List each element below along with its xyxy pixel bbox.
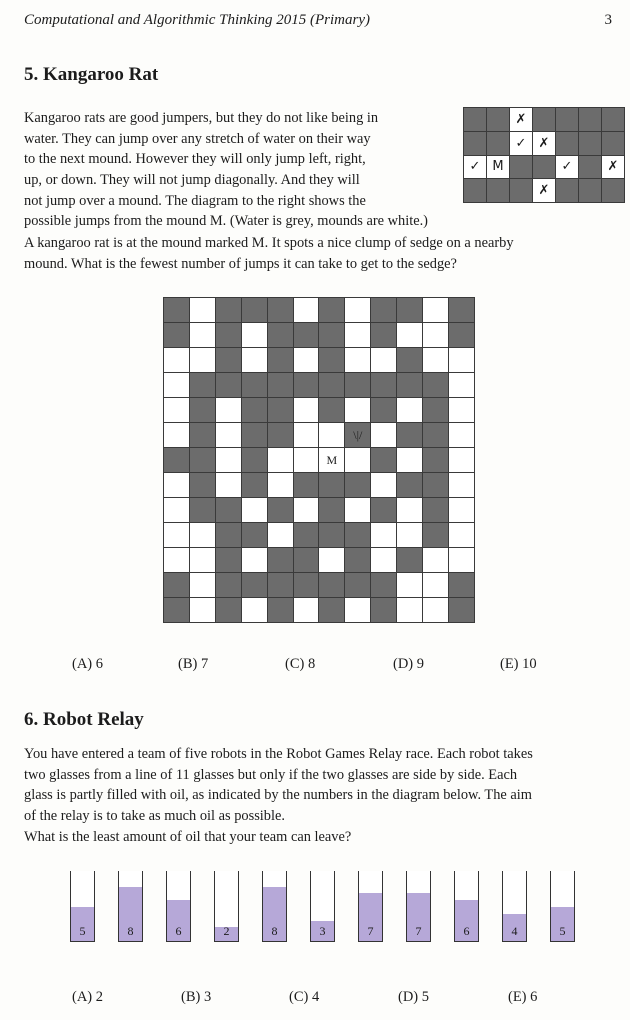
water-cell	[319, 373, 345, 398]
mound-cell	[371, 523, 397, 548]
water-cell	[319, 348, 345, 373]
mound-cell	[371, 548, 397, 573]
mound-cell	[164, 548, 190, 573]
water-cell	[423, 498, 449, 523]
mound-cell	[423, 573, 449, 598]
mound-cell	[371, 348, 397, 373]
grid-row	[164, 398, 475, 423]
mound-cell	[189, 323, 215, 348]
glass	[406, 871, 431, 942]
mound-cell	[423, 348, 449, 373]
mound-cell	[241, 548, 267, 573]
mound-cell	[397, 448, 423, 473]
marked-cell: ✓	[556, 155, 579, 179]
running-header: Computational and Algorithmic Thinking 2015 (Primary)	[24, 12, 370, 28]
water-cell	[319, 398, 345, 423]
mound-cell	[448, 498, 474, 523]
grid-row	[464, 108, 625, 132]
grid-row	[164, 373, 475, 398]
water-cell	[556, 179, 579, 203]
mound-cell	[371, 473, 397, 498]
q5-question-line: A kangaroo rat is at the mound marked M. It spots a nice clump of sedge on a nearby	[24, 235, 514, 251]
q6-option-d[interactable]: (D) 5	[398, 989, 430, 1005]
water-cell	[267, 498, 293, 523]
water-cell	[533, 108, 556, 132]
grid-row	[164, 323, 475, 348]
water-cell	[241, 523, 267, 548]
mound-cell	[423, 548, 449, 573]
water-cell	[487, 179, 510, 203]
water-cell	[371, 448, 397, 473]
water-cell	[267, 298, 293, 323]
water-cell	[464, 179, 487, 203]
water-cell	[397, 348, 423, 373]
mound-cell	[293, 498, 319, 523]
grid-row	[164, 423, 475, 448]
mound-cell	[293, 348, 319, 373]
water-cell	[241, 423, 267, 448]
mound-cell	[189, 573, 215, 598]
water-cell	[215, 498, 241, 523]
water-cell	[371, 323, 397, 348]
water-cell	[487, 108, 510, 132]
mound-cell	[164, 473, 190, 498]
q5-intro-line: to the next mound. However they will only jump left, right,	[24, 151, 366, 168]
mound-cell	[267, 523, 293, 548]
mound-cell	[423, 323, 449, 348]
mound-cell	[448, 448, 474, 473]
oil-amount-label: 8	[271, 924, 278, 938]
mound-cell	[345, 598, 371, 623]
water-cell	[423, 523, 449, 548]
water-cell	[267, 598, 293, 623]
q5-option-a[interactable]: (A) 6	[72, 656, 104, 672]
marked-cell: ✗	[533, 179, 556, 203]
mound-cell	[164, 398, 190, 423]
q5-intro-line: not jump over a mound. The diagram to the right shows the	[24, 192, 366, 209]
q5-option-c[interactable]: (C) 8	[285, 656, 316, 672]
water-cell	[579, 179, 602, 203]
water-cell	[164, 573, 190, 598]
water-cell	[602, 131, 625, 155]
water-cell	[345, 573, 371, 598]
q5-intro-line: up, or down. They will not jump diagonally. And they will	[24, 172, 360, 189]
water-cell	[510, 179, 533, 203]
mound-cell	[448, 473, 474, 498]
mound-cell	[164, 523, 190, 548]
water-cell	[464, 131, 487, 155]
q6-text	[24, 744, 616, 848]
q5-intro-line: water. They can jump over any stretch of water on their way	[24, 130, 371, 147]
mound-cell	[215, 423, 241, 448]
water-cell	[487, 131, 510, 155]
grid-row	[164, 548, 475, 573]
mound-cell	[345, 323, 371, 348]
water-cell	[319, 498, 345, 523]
mound-cell	[345, 448, 371, 473]
oil-amount-label: 8	[127, 924, 134, 938]
grid-row	[464, 155, 625, 179]
jump-example-grid	[463, 107, 625, 203]
water-cell	[397, 298, 423, 323]
mound-cell	[189, 598, 215, 623]
q6-text-line: glass is partly filled with oil, as indicated by the numbers in the diagram below. The aim	[24, 787, 532, 804]
water-cell	[241, 473, 267, 498]
glass	[550, 871, 575, 942]
water-cell	[397, 373, 423, 398]
q6-option-c[interactable]: (C) 4	[289, 989, 320, 1005]
water-cell	[371, 498, 397, 523]
mound-cell	[448, 523, 474, 548]
start-mound-cell: M	[487, 155, 510, 179]
water-cell	[215, 323, 241, 348]
water-cell	[397, 423, 423, 448]
mound-cell	[423, 298, 449, 323]
mound-cell	[397, 573, 423, 598]
mound-cell	[345, 498, 371, 523]
water-cell	[267, 573, 293, 598]
water-cell	[345, 548, 371, 573]
oil-amount-label: 7	[415, 924, 422, 938]
q6-option-a[interactable]: (A) 2	[72, 989, 104, 1005]
oil-amount-label: 5	[559, 924, 566, 938]
water-cell	[371, 598, 397, 623]
mound-cell	[241, 348, 267, 373]
q6-text-line: two glasses from a line of 11 glasses but only if the two glasses are side by side. Each	[24, 766, 518, 783]
mound-cell	[164, 348, 190, 373]
water-cell	[215, 298, 241, 323]
water-cell	[293, 548, 319, 573]
mound-cell	[241, 323, 267, 348]
water-cell	[293, 573, 319, 598]
mound-cell	[448, 548, 474, 573]
mound-cell	[189, 548, 215, 573]
q5-intro-line: Kangaroo rats are good jumpers, but they do not like being in	[24, 110, 379, 126]
oil-amount-label: 2	[223, 924, 230, 938]
grid-row	[164, 523, 475, 548]
mound-cell	[164, 498, 190, 523]
water-cell	[602, 179, 625, 203]
glass	[310, 871, 335, 942]
water-cell	[241, 448, 267, 473]
oil-amount-label: 4	[511, 924, 518, 938]
mound-cell	[448, 398, 474, 423]
water-cell	[215, 373, 241, 398]
water-cell	[319, 323, 345, 348]
water-cell	[189, 423, 215, 448]
water-cell	[448, 323, 474, 348]
water-cell	[371, 373, 397, 398]
water-cell	[371, 398, 397, 423]
water-cell	[579, 131, 602, 155]
water-cell	[423, 398, 449, 423]
mound-cell	[189, 348, 215, 373]
mound-cell	[164, 423, 190, 448]
mound-cell	[241, 498, 267, 523]
grid-row	[164, 573, 475, 598]
water-cell	[164, 323, 190, 348]
water-cell	[293, 323, 319, 348]
mound-cell	[448, 373, 474, 398]
mound-cell	[293, 398, 319, 423]
water-cell	[319, 298, 345, 323]
water-cell	[189, 498, 215, 523]
mound-cell	[397, 323, 423, 348]
mound-cell	[164, 373, 190, 398]
q5-option-e[interactable]: (E) 10	[500, 656, 537, 672]
glass	[262, 871, 287, 942]
q5-question-line: mound. What is the fewest number of jumps it can take to get to the sedge?	[24, 255, 457, 272]
mound-cell	[267, 448, 293, 473]
mound-cell	[241, 598, 267, 623]
q6-text-line: You have entered a team of five robots in the Robot Games Relay race. Each robot takes	[24, 746, 533, 762]
water-cell	[579, 108, 602, 132]
water-cell	[579, 155, 602, 179]
glass	[502, 871, 527, 942]
water-cell	[215, 548, 241, 573]
water-cell	[448, 573, 474, 598]
water-cell	[423, 473, 449, 498]
q6-option-b[interactable]: (B) 3	[181, 989, 212, 1005]
water-cell	[267, 373, 293, 398]
mound-cell	[371, 423, 397, 448]
q6-text-line: of the relay is to take as much oil as possible.	[24, 808, 285, 825]
water-cell	[267, 323, 293, 348]
water-cell	[423, 448, 449, 473]
mound-cell	[448, 348, 474, 373]
water-cell	[267, 398, 293, 423]
water-cell	[215, 523, 241, 548]
mound-cell	[189, 298, 215, 323]
mound-cell	[189, 523, 215, 548]
water-cell	[397, 548, 423, 573]
water-cell	[164, 448, 190, 473]
water-cell	[319, 473, 345, 498]
mound-cell	[397, 498, 423, 523]
q6-text-line: What is the least amount of oil that your team can leave?	[24, 828, 352, 845]
mound-cell	[448, 423, 474, 448]
water-cell	[423, 373, 449, 398]
marked-cell: ✗	[510, 108, 533, 132]
mound-cell	[423, 598, 449, 623]
q5-question	[24, 233, 616, 274]
water-cell	[556, 108, 579, 132]
water-cell	[345, 523, 371, 548]
water-cell	[189, 448, 215, 473]
marked-cell: ✗	[533, 131, 556, 155]
marked-cell: ✓	[464, 155, 487, 179]
mound-grid	[163, 297, 475, 623]
oil-amount-label: 6	[175, 924, 182, 938]
q5-intro-last-line: possible jumps from the mound M. (Water is grey, mounds are white.)	[24, 213, 428, 229]
q5-option-d[interactable]: (D) 9	[393, 656, 425, 672]
water-cell	[423, 423, 449, 448]
grid-row	[164, 448, 475, 473]
grid-row	[464, 179, 625, 203]
water-cell	[319, 598, 345, 623]
mound-cell	[215, 473, 241, 498]
water-cell	[267, 348, 293, 373]
water-cell	[602, 108, 625, 132]
mound-cell	[397, 598, 423, 623]
water-cell	[448, 598, 474, 623]
grid-row	[164, 498, 475, 523]
mound-cell	[293, 423, 319, 448]
water-cell	[345, 473, 371, 498]
glass	[214, 871, 239, 942]
water-cell	[215, 573, 241, 598]
q6-title: 6. Robot Relay	[24, 709, 144, 730]
marked-cell: ✗	[602, 155, 625, 179]
water-cell	[319, 573, 345, 598]
q5-intro	[24, 108, 456, 212]
water-cell	[397, 473, 423, 498]
mound-cell	[293, 298, 319, 323]
grid-row	[164, 473, 475, 498]
mound-cell	[293, 598, 319, 623]
water-cell	[189, 473, 215, 498]
glass	[118, 871, 143, 942]
water-cell	[164, 598, 190, 623]
water-cell	[267, 423, 293, 448]
glass	[70, 871, 95, 942]
grid-row	[164, 348, 475, 373]
marked-cell: \|/	[345, 423, 371, 448]
water-cell	[241, 573, 267, 598]
water-cell	[293, 473, 319, 498]
mound-cell	[345, 348, 371, 373]
oil-amount-label: 6	[463, 924, 470, 938]
glass	[166, 871, 191, 942]
q5-option-b[interactable]: (B) 7	[178, 656, 209, 672]
page-number: 3	[604, 12, 612, 28]
mound-cell	[267, 473, 293, 498]
water-cell	[533, 155, 556, 179]
water-cell	[510, 155, 533, 179]
water-cell	[241, 398, 267, 423]
mound-cell	[319, 548, 345, 573]
water-cell	[556, 131, 579, 155]
glass	[454, 871, 479, 942]
water-cell	[241, 298, 267, 323]
grid-row	[164, 598, 475, 623]
mound-cell	[345, 398, 371, 423]
mound-cell	[293, 448, 319, 473]
mound-cell	[397, 523, 423, 548]
grid-row	[464, 131, 625, 155]
start-mound-cell: M	[319, 448, 345, 473]
water-cell	[345, 373, 371, 398]
water-cell	[293, 373, 319, 398]
water-cell	[189, 373, 215, 398]
water-cell	[371, 298, 397, 323]
oil-amount-label: 3	[319, 924, 326, 938]
mound-cell	[215, 398, 241, 423]
water-cell	[371, 573, 397, 598]
q5-title: 5. Kangaroo Rat	[24, 64, 159, 85]
mound-cell	[345, 298, 371, 323]
oil-amount-label: 5	[79, 924, 86, 938]
water-cell	[189, 398, 215, 423]
water-cell	[164, 298, 190, 323]
mound-cell	[319, 423, 345, 448]
water-cell	[448, 298, 474, 323]
water-cell	[319, 523, 345, 548]
water-cell	[267, 548, 293, 573]
marked-cell: ✓	[510, 131, 533, 155]
water-cell	[293, 523, 319, 548]
mound-cell	[397, 398, 423, 423]
q6-option-e[interactable]: (E) 6	[508, 989, 538, 1005]
water-cell	[215, 598, 241, 623]
mound-cell	[215, 448, 241, 473]
oil-amount-label: 7	[367, 924, 374, 938]
water-cell	[464, 108, 487, 132]
glass	[358, 871, 383, 942]
water-cell	[215, 348, 241, 373]
grid-row	[164, 298, 475, 323]
water-cell	[241, 373, 267, 398]
